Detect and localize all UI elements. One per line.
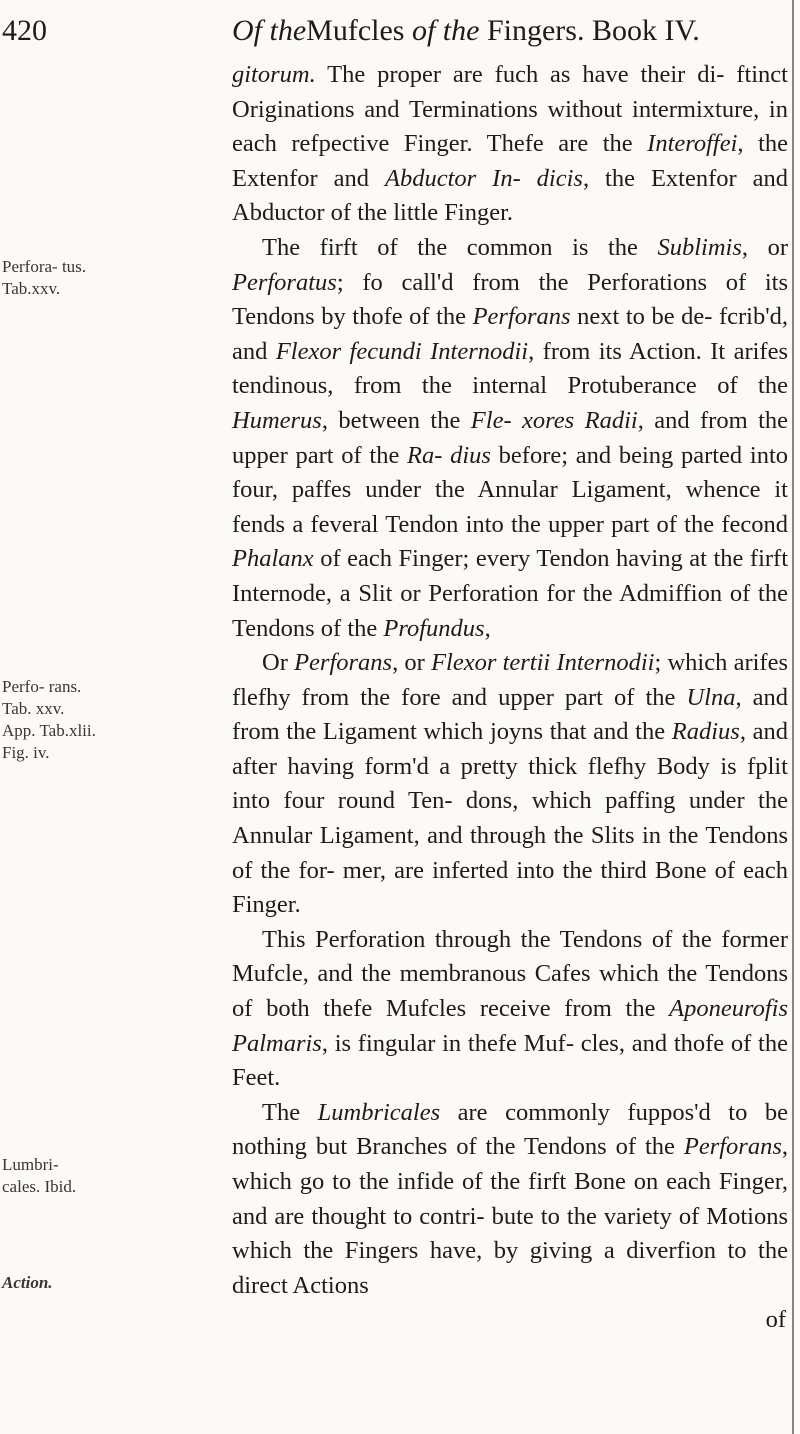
text-run: , from its Action. It arifes tendinous, from the internal Protuberance of the bbox=[232, 337, 788, 400]
running-title-italic-2: of the bbox=[411, 14, 480, 47]
paragraph-3 bbox=[232, 646, 788, 923]
page-number: 420 bbox=[2, 14, 47, 47]
italic-term: Perforans bbox=[683, 1133, 782, 1161]
italic-term: Interoffei bbox=[647, 130, 738, 158]
text-run: ; fo call'd from the Perforations of its Tendons by thofe of the bbox=[232, 268, 788, 331]
text-run: , and from the upper part of the bbox=[232, 406, 789, 469]
running-title-roman-1: Mufcles bbox=[306, 14, 405, 47]
italic-term: gitorum. bbox=[232, 61, 316, 88]
italic-term: Perforans bbox=[472, 303, 571, 331]
running-title-book: Book IV. bbox=[591, 14, 700, 47]
italic-term: Abductor In- dicis bbox=[385, 164, 583, 192]
text-run: , or bbox=[392, 649, 432, 677]
italic-term: Flexor tertii Internodii bbox=[431, 649, 655, 677]
text-run: , the Extenfor and Abductor of the little Finger. bbox=[232, 164, 788, 227]
italic-term: Sublimis bbox=[657, 233, 742, 261]
margin-note-action: Action. bbox=[2, 1273, 53, 1292]
text-run: ; which arifes flefhy from the fore and upper part of the bbox=[232, 649, 788, 711]
page-edge-line bbox=[792, 0, 794, 1434]
italic-term: Phalanx bbox=[232, 545, 314, 573]
text-run: , and after having form'd a pretty thick flefhy Body is fplit into four round Ten- dons, which paffing under the Annular Ligament, and through the Slits in the Tendons of the for- mer, are inferted into the third Bone of each Finger. bbox=[232, 718, 789, 919]
text-run: , or bbox=[741, 233, 788, 261]
catchword: of bbox=[765, 1306, 786, 1334]
italic-term: Lumbricales bbox=[317, 1098, 441, 1126]
text-run: , the Extenfor and bbox=[232, 130, 788, 192]
text-run: next to be de- fcrib'd, and bbox=[232, 303, 788, 365]
italic-term: Aponeurofis Palmaris bbox=[232, 995, 788, 1057]
paragraph-1 bbox=[232, 58, 788, 231]
margin-note-perforatus: Perfora- tus. Tab.xxv. bbox=[2, 257, 87, 298]
main-text bbox=[232, 58, 788, 1338]
margin-note-lumbricales: Lumbri- cales. Ibid. bbox=[2, 1155, 77, 1196]
italic-term: Perforatus bbox=[232, 268, 337, 296]
italic-term: Perforans bbox=[294, 649, 393, 677]
text-run: The firft of the common is the bbox=[262, 233, 658, 261]
text-run: , which go to the infide of the firft Bone on each Finger, and are thought to contri- bute to the variety of Motions which the Fingers have, by giving a diverfion to the direct Actions bbox=[232, 1133, 788, 1299]
italic-term: Flexor fecundi Internodii bbox=[275, 337, 529, 365]
running-header bbox=[0, 6, 800, 56]
running-title-italic-1: Of the bbox=[232, 14, 307, 47]
running-title-roman-2: Fingers. bbox=[486, 14, 585, 47]
text-run: , is fingular in thefe Muf- cles, and thofe of the Feet. bbox=[232, 1029, 788, 1092]
text-run: are commonly fuppos'd to be nothing but Branches of the Tendons of the bbox=[232, 1098, 788, 1161]
text-run: , between the bbox=[321, 406, 471, 434]
italic-term: Ra- dius bbox=[407, 441, 491, 469]
italic-term: Ulna bbox=[686, 683, 736, 711]
italic-term: Profundus bbox=[383, 614, 485, 642]
text-run: The proper are fuch as have their di- ftinct Originations and Terminations without intermixture, in each refpective Finger. Thefe are the bbox=[232, 61, 788, 158]
text-run: The bbox=[262, 1098, 318, 1126]
text-run: Or bbox=[262, 649, 295, 677]
paragraph-5 bbox=[232, 1096, 788, 1304]
running-title bbox=[232, 14, 700, 48]
italic-term: Fle- xores Radii bbox=[470, 406, 638, 434]
italic-term: Radius bbox=[671, 718, 740, 746]
text-run: , bbox=[484, 614, 491, 642]
paragraph-2 bbox=[232, 231, 788, 646]
paragraph-4 bbox=[232, 923, 788, 1096]
italic-term: Humerus bbox=[232, 406, 322, 434]
text-run: of each Finger; every Tendon having at the firft Internode, a Slit or Perforation for the Admiffion of the Tendons of the bbox=[232, 545, 788, 642]
text-run: before; and being parted into four, paffes under the Annular Ligament, whence it fends a feveral Tendon into the upper part of the fecond bbox=[232, 441, 788, 538]
margin-note-perforans: Perfo- rans. Tab. xxv. App. Tab.xlii. Fig. iv. bbox=[2, 677, 96, 762]
text-run: This Perforation through the Tendons of the former Mufcle, and the membranous Cafes which the Tendons of both thefe Mufcles receive from the bbox=[232, 925, 788, 1023]
text-run: , and from the Ligament which joyns that and the bbox=[232, 683, 788, 746]
